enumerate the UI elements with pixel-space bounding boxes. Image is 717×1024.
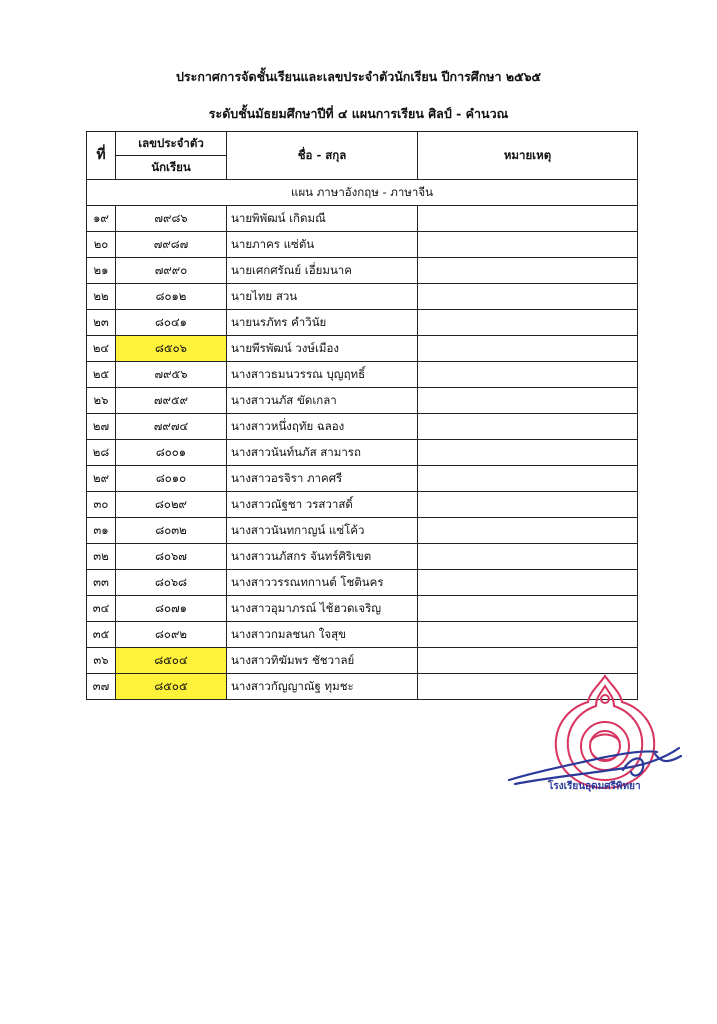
page-subtitle: ระดับชั้นมัธยมศึกษาปีที่ ๔ แผนการเรียน ศิลป์ - คำนวณ [208,106,509,121]
row-student-id: ๘๐๐๑ [116,440,227,466]
table-row [87,388,638,414]
row-no: ๒๗ [87,414,116,440]
row-note [418,310,638,336]
row-student-id: ๗๙๘๗ [116,232,227,258]
row-student-id: ๘๐๓๒ [116,518,227,544]
col-header-id-bottom: นักเรียน [116,156,227,180]
row-note [418,648,638,674]
row-no: ๓๓ [87,570,116,596]
row-name: นางสาวนันทกาญน์ แซ่โค้ว [227,518,418,544]
col-header-note: หมายเหตุ [418,132,638,180]
row-no: ๒๓ [87,310,116,336]
row-student-id: ๗๙๘๖ [116,206,227,232]
table-row [87,544,638,570]
row-note [418,284,638,310]
row-note [418,232,638,258]
row-no: ๓๐ [87,492,116,518]
col-header-id-top: เลขประจำตัว [116,132,227,156]
row-note [418,466,638,492]
row-name: นางสาวนันท์นภัส สามารถ [227,440,418,466]
row-note [418,206,638,232]
row-student-id: ๗๙๕๖ [116,362,227,388]
table-row [87,232,638,258]
row-name: นายไทย สวน [227,284,418,310]
table-row [87,622,638,648]
row-note [418,518,638,544]
table-row [87,440,638,466]
row-note [418,258,638,284]
row-no: ๒๑ [87,258,116,284]
table-row [87,284,638,310]
table-row [87,310,638,336]
row-no: ๓๖ [87,648,116,674]
row-note [418,362,638,388]
row-no: ๒๙ [87,466,116,492]
table-row [87,336,638,362]
row-name: นางสาวนภัส ขัดเกลา [227,388,418,414]
table-row [87,414,638,440]
table-row [87,258,638,284]
row-student-id: ๘๕๐๖ [116,336,227,362]
row-name: นางสาวกมลชนก ใจสุข [227,622,418,648]
row-name: นายนรภัทร คำวินัย [227,310,418,336]
row-student-id: ๗๙๗๔ [116,414,227,440]
row-note [418,596,638,622]
row-student-id: ๘๐๗๑ [116,596,227,622]
table-row [87,570,638,596]
table-row [87,518,638,544]
table-row [87,648,638,674]
row-no: ๓๗ [87,674,116,700]
row-student-id: ๘๐๒๙ [116,492,227,518]
row-no: ๓๔ [87,596,116,622]
row-note [418,492,638,518]
seal-text: โรงเรียนอุดมศรีพิทยา [548,781,641,792]
row-name: นางสาววรรณทกานต์ โชตินคร [227,570,418,596]
row-note [418,440,638,466]
row-note [418,336,638,362]
row-name: นายภาคร แซ่ตัน [227,232,418,258]
row-student-id: ๘๕๐๔ [116,648,227,674]
student-table [86,131,638,700]
row-student-id: ๘๐๖๗ [116,544,227,570]
row-student-id: ๘๕๐๕ [116,674,227,700]
row-name: นางสาวทิฆัมพร ชัชวาลย์ [227,648,418,674]
table-row [87,362,638,388]
row-name: นายพิพัฒน์ เกิดมณี [227,206,418,232]
row-note [418,622,638,648]
row-student-id: ๘๐๖๘ [116,570,227,596]
row-no: ๓๕ [87,622,116,648]
row-no: ๑๙ [87,206,116,232]
row-note [418,544,638,570]
row-no: ๒๔ [87,336,116,362]
col-header-no: ที่ [87,132,116,180]
table-row [87,596,638,622]
row-student-id: ๘๐๔๑ [116,310,227,336]
row-note [418,414,638,440]
row-no: ๒๖ [87,388,116,414]
row-name: นางสาวนภัสกร จันทร์ศิริเขต [227,544,418,570]
row-no: ๒๘ [87,440,116,466]
row-student-id: ๗๙๕๙ [116,388,227,414]
row-student-id: ๘๐๙๒ [116,622,227,648]
row-note [418,570,638,596]
row-no: ๒๕ [87,362,116,388]
row-name: นางสาวณัฐชา วรสวาสดิ์ [227,492,418,518]
row-student-id: ๗๙๙๐ [116,258,227,284]
page-title: ประกาศการจัดชั้นเรียนและเลขประจำตัวนักเรียน ปีการศึกษา ๒๕๖๕ [175,69,542,84]
table-row [87,492,638,518]
col-header-name: ชื่อ - สกุล [227,132,418,180]
row-name: นางสาวอรจิรา ภาคศรี [227,466,418,492]
row-name: นายเศกศรัณย์ เอี่ยมนาค [227,258,418,284]
row-name: นางสาวธมนวรรณ บุญฤทธิ์ [227,362,418,388]
group-label: แผน ภาษาอังกฤษ - ภาษาจีน [87,180,638,206]
row-name: นางสาวอุมาภรณ์ ไช้ฮวดเจริญ [227,596,418,622]
row-name: นายพีรพัฒน์ วงษ์เมือง [227,336,418,362]
row-name: นางสาวหนึ่งฤทัย ฉลอง [227,414,418,440]
row-no: ๓๑ [87,518,116,544]
row-student-id: ๘๐๑๐ [116,466,227,492]
table-row [87,206,638,232]
row-no: ๒๐ [87,232,116,258]
row-note [418,388,638,414]
row-no: ๓๒ [87,544,116,570]
table-row [87,466,638,492]
row-name: นางสาวกัญญาณัฐ ทุมชะ [227,674,418,700]
row-student-id: ๘๐๑๒ [116,284,227,310]
row-no: ๒๒ [87,284,116,310]
